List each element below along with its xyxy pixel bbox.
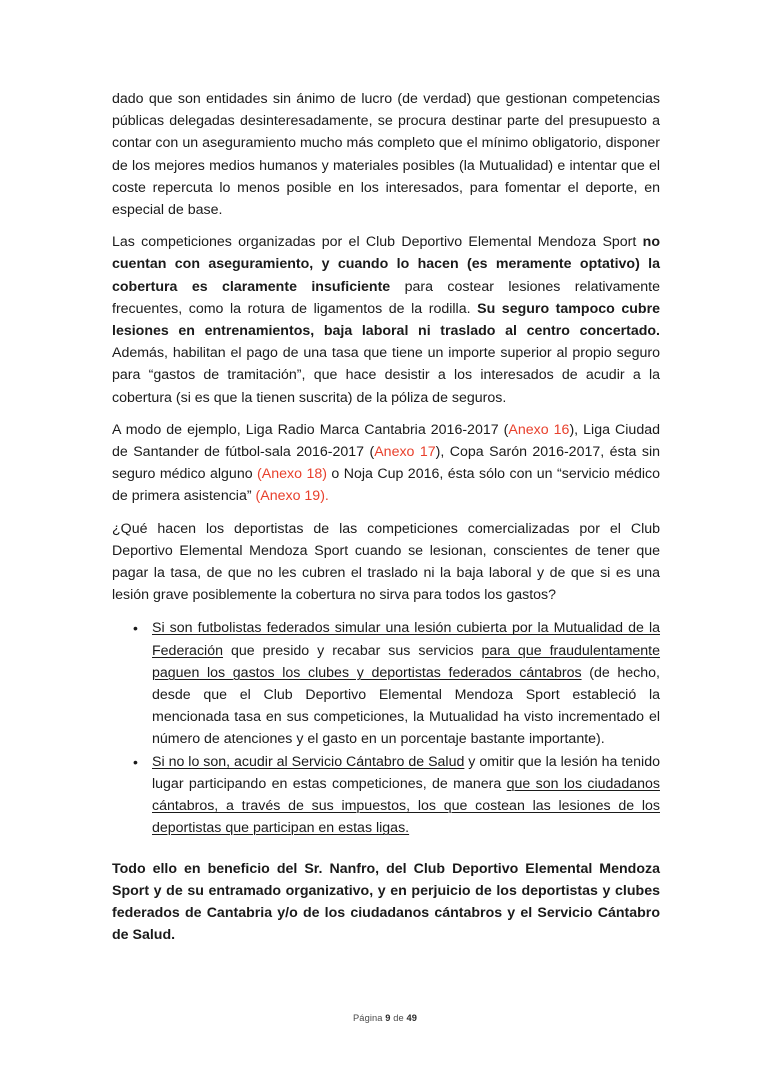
footer-prefix: Página [353,1013,386,1023]
text-run: ), Copa Sarón 2016-2017, ésta sin seguro médico alguno [112,444,661,483]
list-item [112,751,660,840]
bold-run-coverage-insufficient: no cuentan con aseguramiento, y cuando lo hacen (es meramente optativo) la cobertura es claramente insuficiente [112,234,660,295]
footer-total-pages: 49 [406,1013,417,1023]
underlined-run: Si son futbolistas federados simular una lesión cubierta por la Mutualidad de la Federación [152,620,660,659]
underlined-run: para que fraudulentamente paguen los gastos los clubes y deportistas federados cántabros [152,642,661,681]
text-run: para costear lesiones relativamente frecuentes, como la rotura de ligamentos de la rodilla. [112,278,660,317]
footer-separator: de [390,1013,407,1023]
text-run: que presido y recabar sus servicios [222,642,482,659]
bold-run-no-training-cover: Su seguro tampoco cubre lesiones en entrenamientos, baja laboral ni traslado al centro concertado. [112,300,660,340]
text-run: ), Liga Ciudad de Santander de fútbol-sala 2016-2017 ( [112,421,660,461]
paragraph-conclusion: Todo ello en beneficio del Sr. Nanfro, del Club Deportivo Elemental Mendoza Sport y de su entramado organizativo, y en perjuicio de los deportistas y clubes federados de Cantabria y/o de los ciudadanos cántabros y el Servicio Cántabro de Salud. [112,860,660,944]
paragraph-question: ¿Qué hacen los deportistas de las competiciones comercializadas por el Club Deportivo Elemental Mendoza Sport cuando se lesionan, conscientes de tener que pagar la tasa, de que no les cubren el traslado ni la baja laboral y de que si es una lesión grave posiblemente la cobertura no sirva para todos los gastos? [112,520,660,604]
footer-current-page: 9 [385,1013,391,1023]
document-body [112,88,660,946]
text-run: Las competiciones organizadas por el Club Deportivo Elemental Mendoza Sport [112,234,643,251]
underlined-run: que son los ciudadanos cántabros, a través de sus impuestos, los que costean las lesiones de los deportistas que participan en estas ligas. [152,775,660,837]
text-run: o Noja Cup 2016, ésta sólo con un “servicio médico de primera asistencia” [112,466,660,505]
annex-reference-16: Anexo 16 [508,421,570,438]
text-run: (de hecho, desde que el Club Deportivo Elemental Mendoza Sport estableció la mencionada tasa en sus competiciones, la Mutualidad ha visto incrementado el número de atenciones y el gasto en un porcentaje bastante importante). [152,664,660,748]
paragraph-annex-examples [112,419,660,508]
text-run: Además, habilitan el pago de una tasa que tiene un importe superior al propio seguro para “gastos de tramitación”, que hace desistir a los interesados de acudir a la cobertura (si es que la tienen suscrita) de la póliza de seguros. [112,345,660,406]
annex-reference-17: Anexo 17 [374,444,436,461]
bullet-list [112,617,660,839]
bullet-marker-icon: • [133,620,138,637]
underlined-run: Si no lo son, acudir al Servicio Cántabro de Salud [152,753,465,770]
bullet-marker-icon: • [133,753,138,770]
paragraph-intro: dado que son entidades sin ánimo de lucro (de verdad) que gestionan competencias públicas delegadas desinteresadamente, se procura destinar parte del presupuesto a contar con un aseguramiento mucho más completo que el mínimo obligatorio, disponer de los mejores medios humanos y materiales posibles (la Mutualidad) e intentar que el coste repercuta lo menos posible en los interesados, para fomentar el deporte, en especial de base. [112,91,660,219]
annex-reference-19: (Anexo 19). [255,488,329,505]
text-run: A modo de ejemplo, Liga Radio Marca Cantabria 2016-2017 ( [112,421,509,438]
list-item [112,617,660,750]
annex-reference-18: (Anexo 18) [257,466,327,483]
page-footer [0,1013,770,1023]
text-run: y omitir que la lesión ha tenido lugar participando en estas competiciones, de manera [152,753,660,792]
paragraph-insurance [112,231,660,409]
